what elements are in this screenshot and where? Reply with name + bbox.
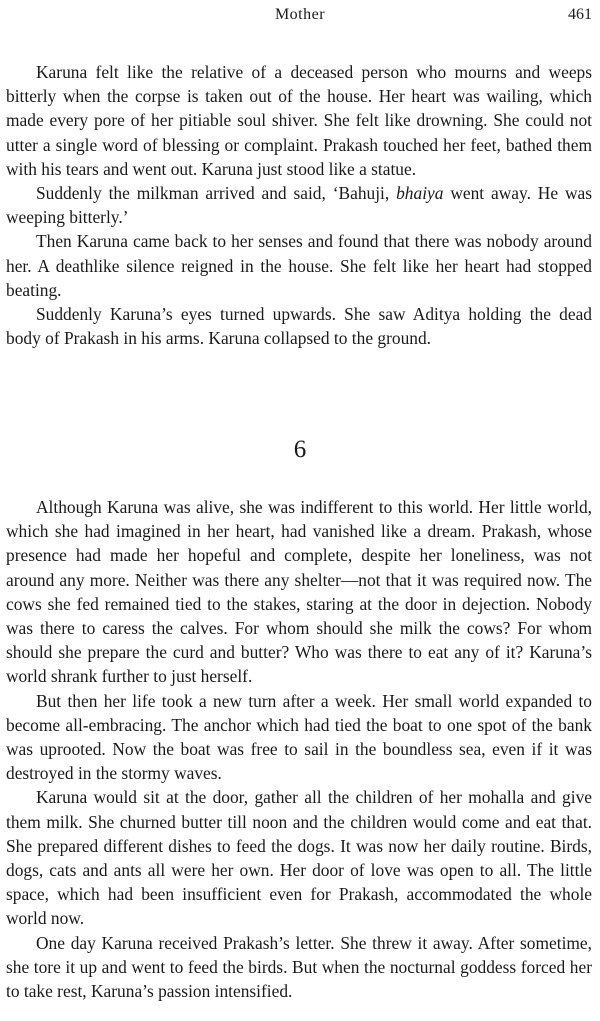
paragraph: Suddenly Karuna’s eyes turned upwards. She saw Aditya holding the dead body of Prakash in his arms. Karuna collapsed to the ground. [6, 304, 592, 349]
paragraph: Although Karuna was alive, she was indifferent to this world. Her little world, which she had imagined in her heart, had vanished like a dream. Prakash, whose presence had made her hopeful and complete, despite her loneliness, was not around any more. Neither was there any shelter—not that it was required now. The cows she fed remained tied to the stakes, staring at the door in dejection. Nobody was there to caress the calves. For whom should she milk the cows? For whom should she prepare the curd and butter? Who was there to eat any of it? Karuna’s world shrank further to just herself. [6, 497, 592, 687]
paragraph: One day Karuna received Prakash’s letter. She threw it away. After sometime, she tore it up and went to feed the birds. But when the nocturnal goddess forced her to take rest, Karuna’s passion intensified. [6, 932, 592, 1002]
page-number: 461 [568, 6, 592, 23]
paragraph-text: went away. He was weeping bitterly.’ [6, 183, 592, 228]
section-number: 6 [293, 436, 307, 463]
section-5-ending [6, 60, 592, 350]
paragraph: But then her life took a new turn after a week. Her small world expanded to become all-embracing. The anchor which had tied the boat to one spot of the bank was uprooted. Now the boat was free to sail in the boundless sea, even if it was destroyed in the stormy waves. [6, 690, 592, 784]
section-6-body [6, 495, 592, 1003]
running-header [0, 4, 600, 28]
paragraph: Karuna felt like the relative of a deceased person who mourns and weeps bitterly when the corpse is taken out of the house. Her heart was wailing, which made every pore of her pitiable soul shiver. She felt like drowning. She could not utter a single word of blessing or complaint. Prakash touched her feet, bathed them with his tears and went out. Karuna just stood like a statue. [6, 62, 592, 179]
paragraph: Then Karuna came back to her senses and found that there was nobody around her. A deathlike silence reigned in the house. She felt like her heart had stopped beating. [6, 231, 592, 300]
paragraph: Karuna would sit at the door, gather all the children of her mohalla and give them milk. She churned butter till noon and the children would come and eat that. She prepared different dishes to feed the dogs. It was now her daily routine. Birds, dogs, cats and ants all were her own. Her door of love was open to all. The little space, which had been insufficient even for Prakash, accommodated the whole world now. [6, 787, 592, 929]
running-title: Mother [274, 6, 326, 23]
italic-word: bhaiya [396, 183, 444, 204]
paragraph-with-italic [6, 181, 592, 229]
paragraph-text: Suddenly the milkman arrived and said, ‘Bahuji, [36, 183, 397, 204]
